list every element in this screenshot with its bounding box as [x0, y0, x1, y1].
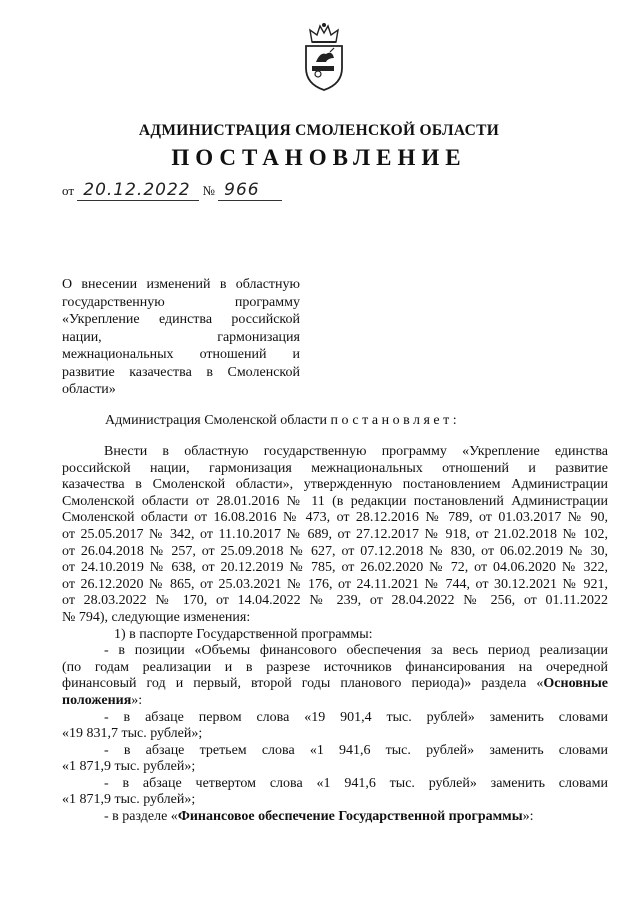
financing-end: »:: [522, 809, 534, 825]
section-name-bold: положения: [62, 692, 132, 708]
subject-line: межнациональных отношений и: [62, 347, 300, 362]
subject-line: государственную программу: [62, 294, 300, 310]
handwritten-date: 20.12.2022: [77, 180, 199, 201]
body-line: Внести в областную государственную программу «Укрепление единства: [104, 444, 608, 459]
financing-section-line: [62, 809, 608, 826]
coat-of-arms-emblem: [298, 22, 350, 92]
paragraph-3-change: - в абзаце третьем слова «1 941,6 тыс. рублей» заменить словами: [104, 742, 608, 758]
subject-line: развитие казачества в Смоленской: [62, 364, 300, 380]
body-line: от 28.03.2022 № 170, от 14.04.2022 № 239, от 28.04.2022 № 256, от 01.11.2022: [62, 593, 608, 609]
handwritten-number: 966: [218, 180, 282, 201]
subject-line: «Укрепление единства российской: [62, 312, 300, 327]
body-line: казачества в Смоленской области», утвержденную постановлением Администрации: [62, 477, 608, 493]
item-1-line: 1) в паспорте Государственной программы:: [114, 626, 373, 642]
body-text: [62, 444, 608, 826]
body-line: Смоленской области от 28.01.2016 № 11 (в редакции постановлений Администрации: [62, 493, 608, 509]
body-line: от 26.12.2020 № 865, от 25.03.2021 № 176, от 24.11.2021 № 744, от 30.12.2021 № 921,: [62, 576, 608, 592]
number-sign: №: [202, 183, 215, 198]
position-line: (по годам реализации и в разрезе источников финансирования на очередной: [62, 659, 608, 675]
resolves-line: [105, 413, 460, 429]
body-line: от 24.10.2019 № 638, от 20.12.2019 № 785, от 26.02.2020 № 72, от 04.06.2020 № 322,: [62, 560, 608, 576]
subject-line: О внесении изменений в областную: [62, 277, 300, 292]
section-name-bold: Основные: [543, 676, 608, 692]
position-line: - в позиции «Объемы финансового обеспечения за весь период реализации: [104, 643, 608, 659]
document-type-heading: ПОСТАНОВЛЕНИЕ: [171, 145, 467, 170]
paragraph-3-change: «1 871,9 тыс. рублей»;: [62, 759, 196, 775]
paragraph-1-change: - в абзаце первом слова «19 901,4 тыс. рублей» заменить словами: [104, 709, 608, 725]
subject-line: нации, гармонизация: [62, 329, 300, 345]
body-line: от 25.05.2017 № 342, от 11.10.2017 № 689, от 27.12.2017 № 918, от 21.02.2018 № 102,: [62, 526, 608, 542]
financing-section-bold: Финансовое обеспечение Государственной программы: [177, 809, 523, 825]
resolves-verb: постановляет:: [330, 413, 461, 428]
body-line: от 26.04.2018 № 257, от 25.09.2018 № 627, от 07.12.2018 № 830, от 06.02.2019 № 30,: [62, 543, 608, 559]
paragraph-4-change: - в абзаце четвертом слова «1 941,6 тыс. рублей» заменить словами: [104, 775, 608, 791]
paragraph-1-change: «19 831,7 тыс. рублей»;: [62, 726, 203, 742]
subject-block: [62, 276, 300, 399]
paragraph-4-change: «1 871,9 тыс. рублей»;: [62, 792, 196, 808]
financing-prefix: - в разделе «: [104, 809, 178, 825]
position-line: [62, 693, 608, 710]
position-line: [62, 676, 608, 693]
agency-name: АДМИНИСТРАЦИЯ СМОЛЕНСКОЙ ОБЛАСТИ: [138, 122, 500, 139]
subject-line: области»: [62, 382, 116, 397]
position-line-end: »:: [131, 692, 143, 708]
date-prefix: от: [62, 183, 75, 198]
position-line-text: финансовый год и первый, второй годы планового периода)» раздела «: [62, 676, 544, 692]
body-line: Смоленской области от 16.08.2016 № 473, от 28.12.2016 № 789, от 01.03.2017 № 90,: [62, 510, 608, 526]
body-line: № 794), следующие изменения:: [62, 609, 251, 625]
body-line: российской нации, гармонизация межнациональных отношений и развитие: [62, 460, 608, 476]
resolves-prefix: Администрация Смоленской области: [105, 413, 328, 428]
date-number-line: [62, 180, 282, 201]
